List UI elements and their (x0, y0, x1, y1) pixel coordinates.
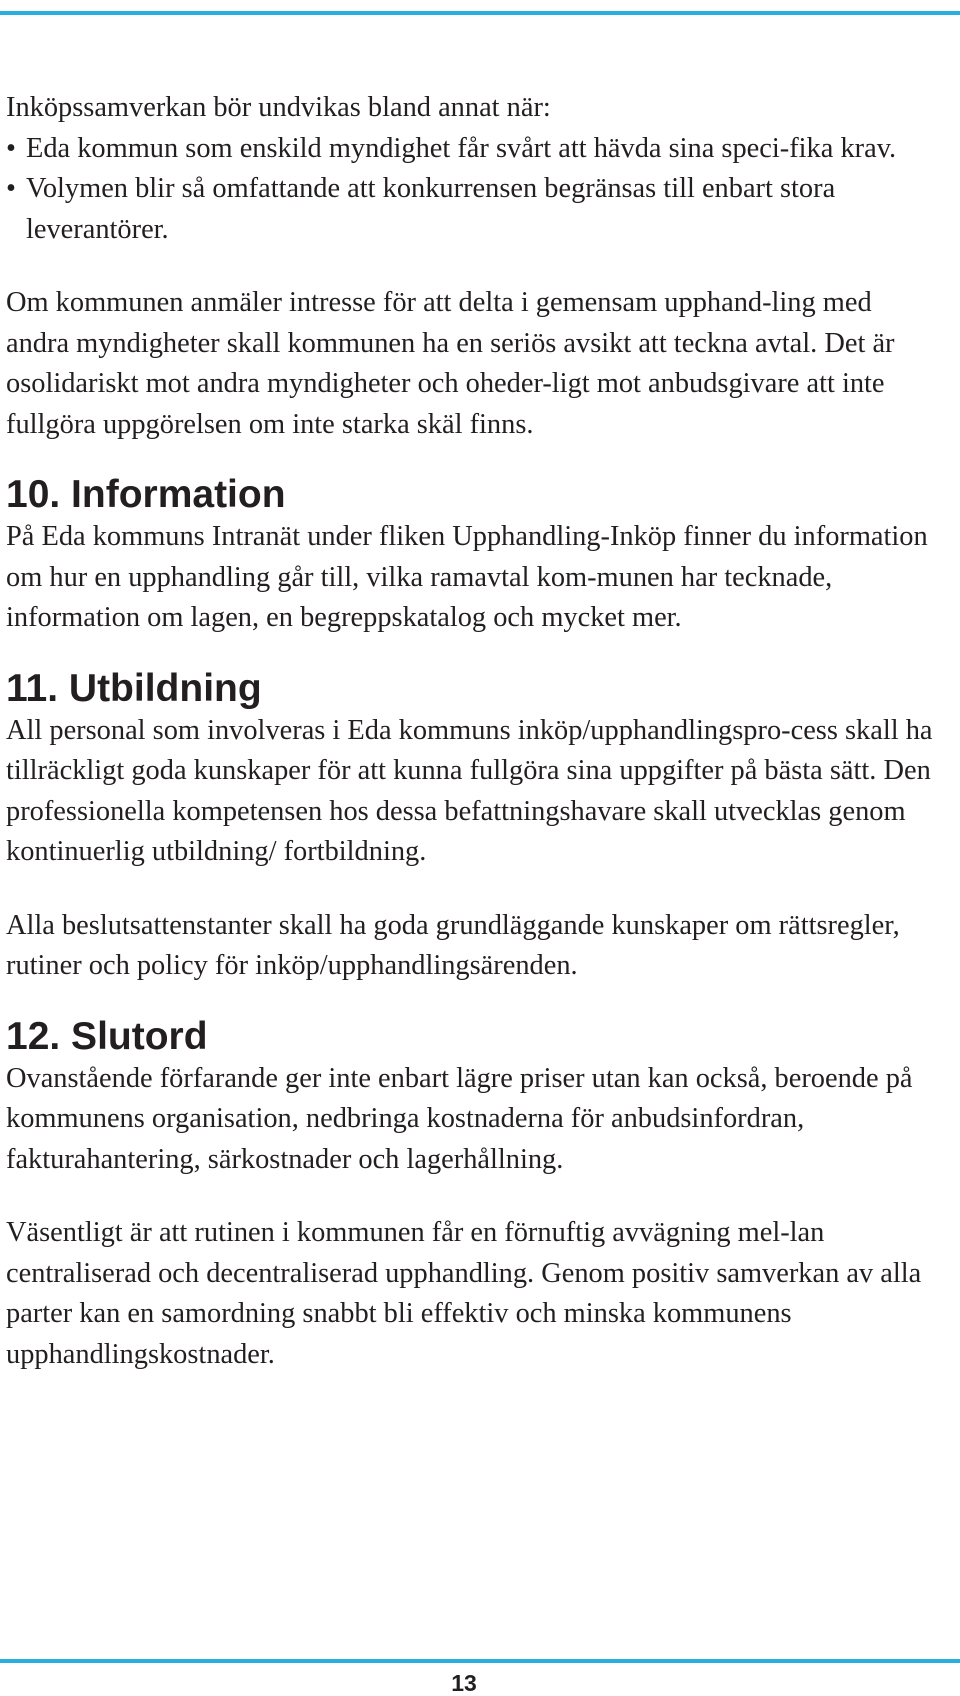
bullet-icon: • (6, 132, 16, 164)
intro-lead: Inköpssamverkan bör undvikas bland annat när: (6, 92, 551, 123)
information-paragraph: På Eda kommuns Intranät under fliken Upphandling-Inköp finner du information om hur en upphandling går till, vilka ramavtal kom-munen har tecknade, information om lagen, en begreppskatalog och mycket mer. (6, 521, 928, 633)
slutord-paragraph-2: Väsentligt är att rutinen i kommunen får en förnuftig avvägning mel-lan centraliserad och decentraliserad upphandling. Genom positiv samverkan av alla parter kan en samordning snabbt bli effektiv och minska kommunens upphandlingskostnader. (6, 1217, 922, 1370)
bullet-icon: • (6, 173, 16, 204)
slutord-paragraph-1: Ovanstående förfarande ger inte enbart lägre priser utan kan också, beroende på kommunens organisation, nedbringa kostnaderna för anbudsinfordran, fakturahantering, särkostnader och lagerhållning. (6, 1062, 913, 1175)
page-number: 13 (451, 1670, 477, 1696)
section-heading-information: 10. Information (6, 473, 286, 516)
list-item (6, 169, 940, 250)
intro-paragraph: Om kommunen anmäler intresse för att delta i gemensam upphand-ling med andra myndigheter skall kommunen ha en seriös avsikt att teckna avtal. Det är osolidariskt mot andra myndigheter och oheder-ligt mot anbudsgivare att inte fullgöra uppgörelsen om inte starka skäl finns. (6, 287, 895, 440)
intro-bullet-list (6, 129, 940, 251)
list-item-text: Eda kommun som enskild myndighet får svårt att hävda sina speci-fika krav. (26, 132, 897, 164)
section-heading-utbildning: 11. Utbildning (6, 666, 262, 710)
utbildning-paragraph-2: Alla beslutsattenstanter skall ha goda grundläggande kunskaper om rättsregler, rutiner och policy för inköp/upphandlingsärenden. (6, 909, 900, 981)
top-rule (0, 11, 960, 15)
list-item-text: Volymen blir så omfattande att konkurrensen begränsas till enbart stora leverantörer. (26, 173, 836, 245)
utbildning-paragraph-1: All personal som involveras i Eda kommuns inköp/upphandlingspro-cess skall ha tillräckligt goda kunskaper för att kunna fullgöra sina uppgifter på bästa sätt. Den professionella kompetensen hos dessa befattningshavare skall utvecklas genom kontinuerlig utbildning/ fortbildning. (6, 714, 933, 867)
section-heading-slutord: 12. Slutord (6, 1014, 208, 1058)
page-content (6, 88, 940, 1375)
bottom-rule (0, 1659, 960, 1663)
list-item (6, 129, 940, 170)
